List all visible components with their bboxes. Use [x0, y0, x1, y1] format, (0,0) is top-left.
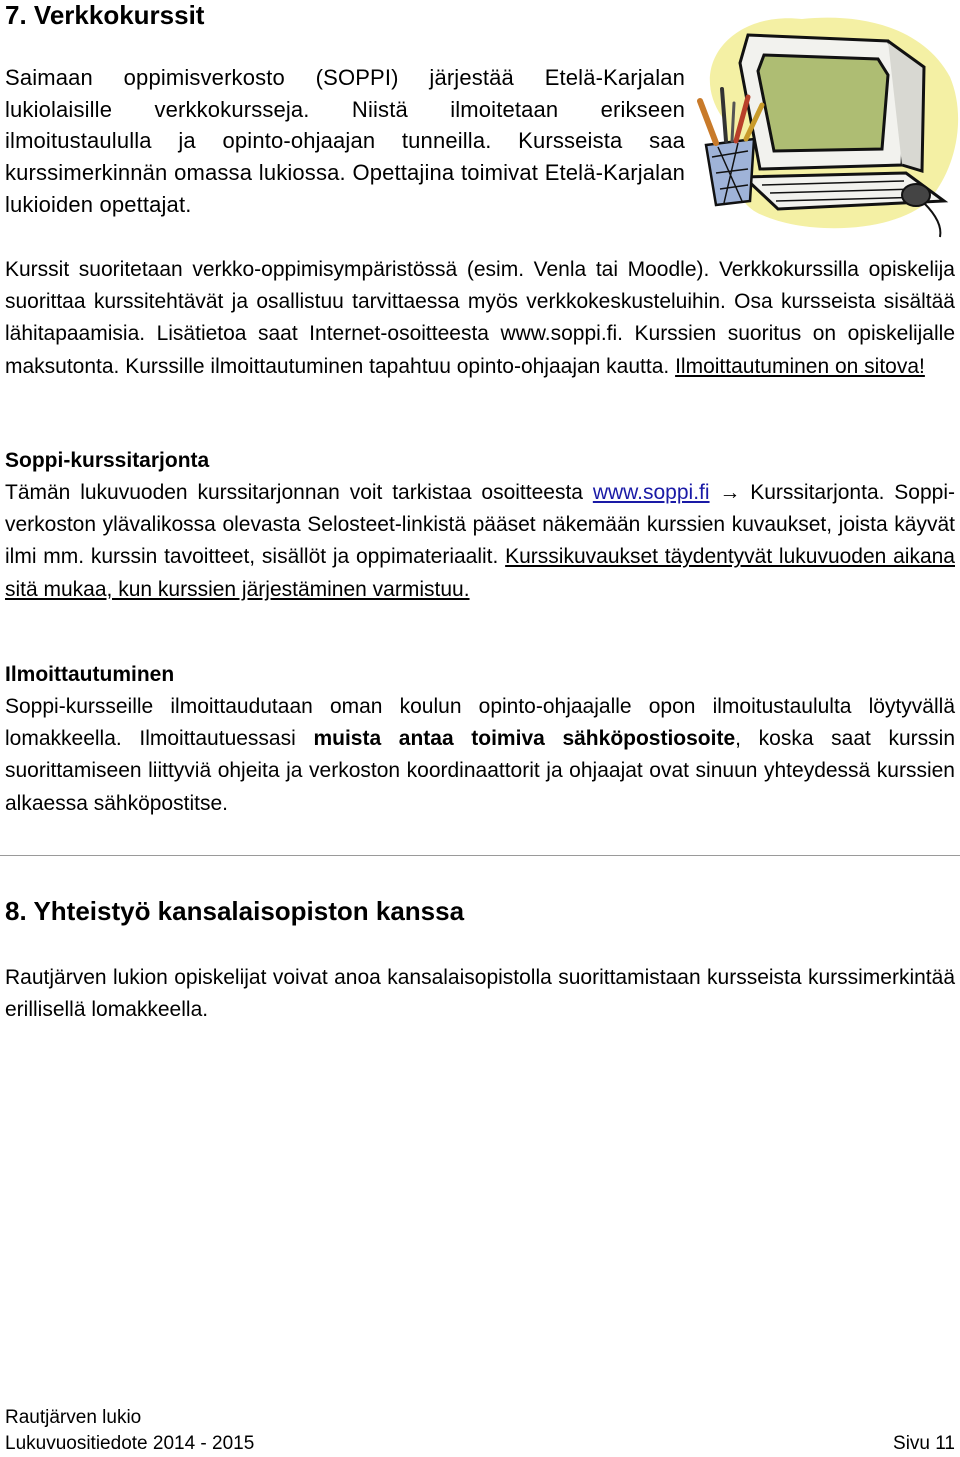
section-divider [0, 855, 960, 856]
section-7-heading: 7. Verkkokurssit [5, 0, 205, 30]
section-7-paragraph-2 [5, 254, 955, 383]
registration-text-2: , koska saat kurssin suorittamiseen liittyviä ohjeita ja verkoston koordinaattorit ja ohjaajat ovat sinuun yhteydessä kurssien alkaessa sähköpostitse. [5, 727, 956, 815]
registration-text-1: Soppi-kursseille ilmoittaudutaan oman koulun opinto-ohjaajalle opon ilmoitustaululta löytyvällä lomakkeella. Ilmoittautuessasi [5, 695, 955, 751]
course-description-note: Kurssikuvaukset täydentyvät lukuvuoden aikana sitä mukaa, kun kurssien järjestäminen varmistuu. [5, 545, 955, 601]
footer-page-number: Sivu 11 [893, 1433, 955, 1454]
soppi-offering-heading: Soppi-kurssitarjonta [5, 449, 210, 472]
arrow-right-icon: → [719, 481, 741, 504]
paragraph-2-text: Kurssit suoritetaan verkko-oppimisympäristössä (esim. Venla tai Moodle). Verkkokurssilla opiskelija suorittaa kurssitehtävät ja osallistuu tarvittaessa myös verkkokeskusteluihin. Osa kursseista sisältää lähitapaamisia. Lisätietoa saat Internet-osoitteesta www.soppi.fi. Kurssien suoritus on opiskelijalle maksutonta. Kurssille ilmoittautuminen tapahtuu opinto-ohjaajan kautta. [5, 258, 955, 378]
soppi-text-after-link: Kurssitarjonta. Soppi-verkoston ylävalikossa olevasta Selosteet-linkistä pääset näkemään kurssien kuvaukset, joista käyvät ilmi mm. kurssin tavoitteet, sisällöt ja oppimateriaalit. [5, 481, 955, 569]
binding-registration-note: Ilmoittautuminen on sitova! [675, 354, 925, 378]
registration-paragraph [5, 691, 955, 820]
registration-email-emphasis: muista antaa toimiva sähköpostiosoite [313, 727, 736, 751]
soppi-text-before-link: Tämän lukuvuoden kurssitarjonnan voit tarkistaa osoitteesta [5, 481, 583, 504]
registration-heading: Ilmoittautuminen [5, 663, 175, 686]
computer-clipart-icon [692, 5, 960, 240]
soppi-offering-paragraph [5, 477, 955, 606]
footer-publication: Lukuvuositiedote 2014 - 2015 [5, 1433, 255, 1454]
section-8-heading: 8. Yhteistyö kansalaisopiston kanssa [5, 896, 465, 926]
footer-school: Rautjärven lukio [5, 1407, 142, 1428]
section-7-intro: Saimaan oppimisverkosto (SOPPI) järjestää Etelä-Karjalan lukiolaisille verkkokursseja. Niistä ilmoitetaan erikseen ilmoitustaululla ja opinto-ohjaajan tunneilla. Kursseista saa kurssimerkinnän omassa lukiossa. Opettajina toimivat Etelä-Karjalan lukioiden opettajat. [5, 65, 685, 217]
section-8-paragraph: Rautjärven lukion opiskelijat voivat anoa kansalaisopistolla suorittamistaan kursseista kurssimerkintää erillisellä lomakkeella. [5, 966, 955, 1022]
soppi-link[interactable]: www.soppi.fi [592, 481, 710, 504]
